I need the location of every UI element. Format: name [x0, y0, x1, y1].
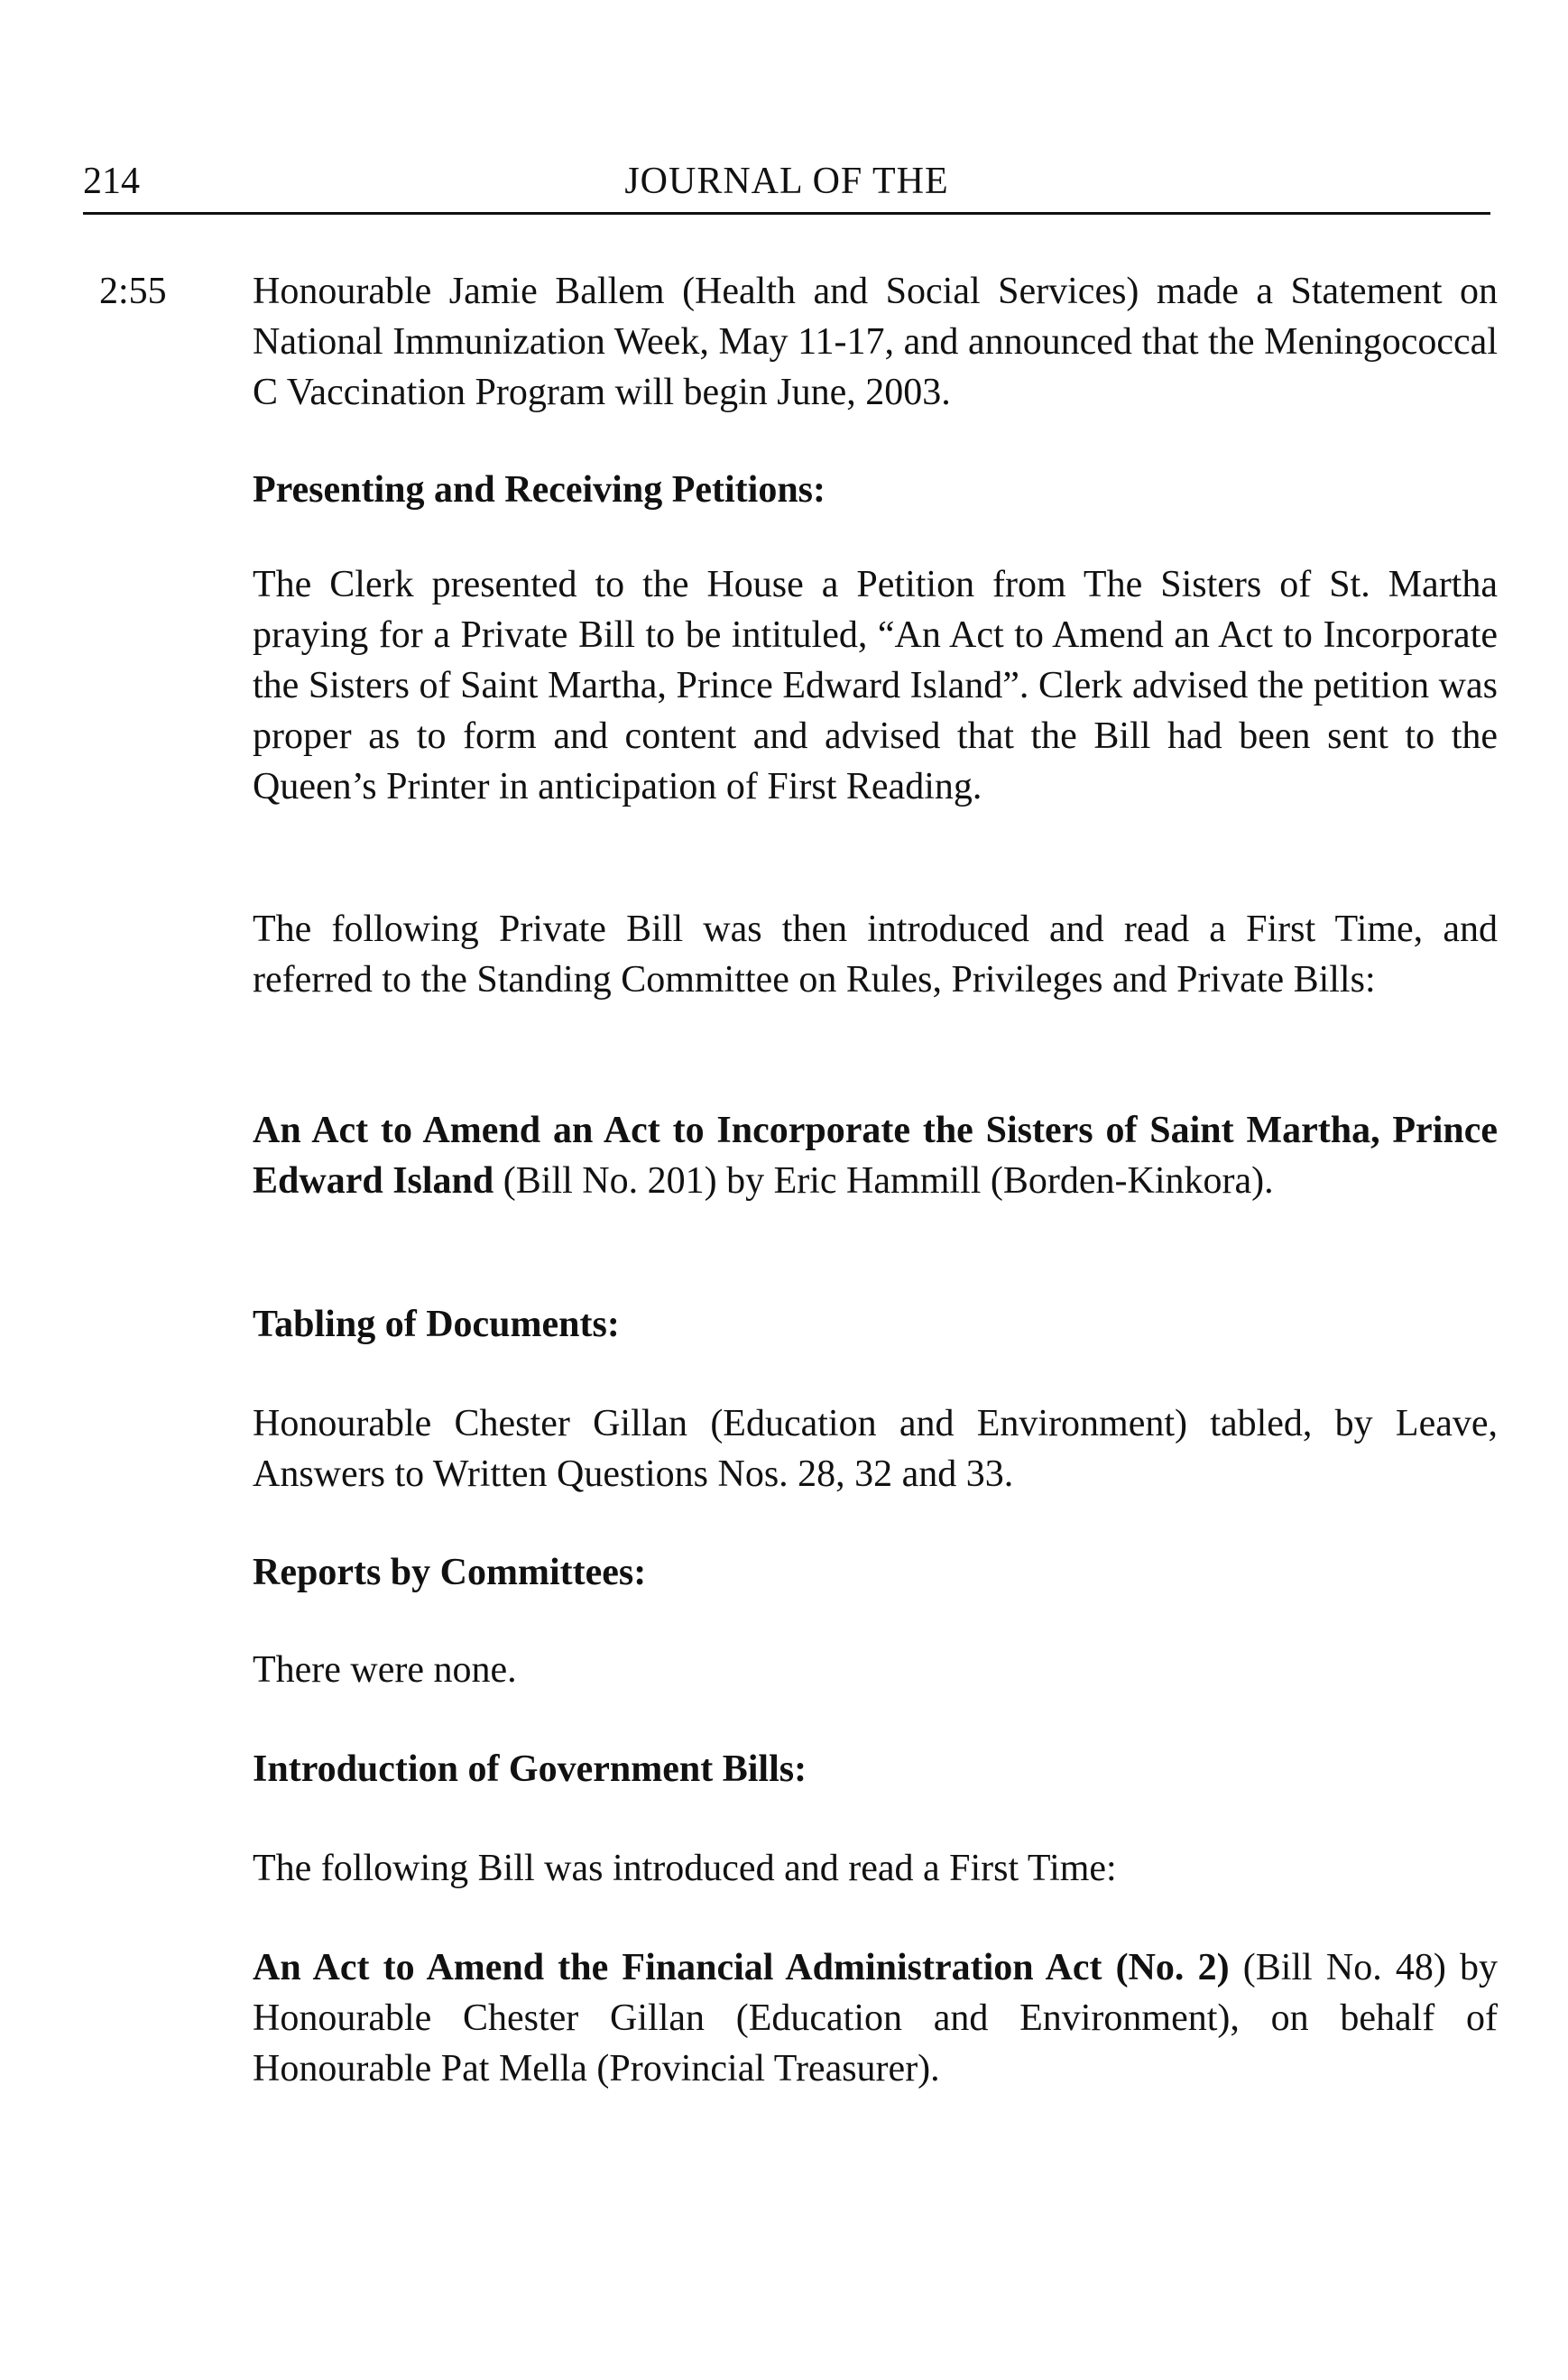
time-stamp: 2:55: [99, 271, 167, 312]
government-bills-heading: Introduction of Government Bills:: [253, 1748, 807, 1790]
government-bill-details: (Bill No. 48) by Honourable Chester Gillan (Education and Environment), on behalf of Honourable Pat Mella (Provincial Treasurer).: [253, 1947, 1499, 2089]
journal-title: JOURNAL OF THE: [624, 161, 949, 202]
private-bill-details: (Bill No. 201) by Eric Hammill (Borden-Kinkora).: [493, 1160, 1274, 1202]
running-head: [83, 158, 1490, 215]
petitions-heading: Presenting and Receiving Petitions:: [253, 469, 826, 511]
private-bill-entry: [253, 1105, 1498, 1206]
reports-heading: Reports by Committees:: [253, 1552, 647, 1593]
page-number: 214: [83, 161, 140, 202]
tabling-heading: Tabling of Documents:: [253, 1304, 620, 1345]
reports-paragraph: There were none.: [253, 1649, 517, 1691]
statement-paragraph: Honourable Jamie Ballem (Health and Social Services) made a Statement on National Immunization Week, May 11-17, and announced that the Meningococcal C Vaccination Program will begin June, 2003.: [253, 271, 1498, 413]
government-bill-intro: The following Bill was introduced and read a First Time:: [253, 1848, 1117, 1889]
petition-paragraph: The Clerk presented to the House a Petition from The Sisters of St. Martha praying for a Private Bill to be intituled, “An Act to Amend an Act to Incorporate the Sisters of Saint Martha, Prince Edward Island”. Clerk advised the petition was proper as to form and content and advised that the Bill had been sent to the Queen’s Printer in anticipation of First Reading.: [253, 564, 1498, 807]
tabling-paragraph: Honourable Chester Gillan (Education and Environment) tabled, by Leave, Answers to Written Questions Nos. 28, 32 and 33.: [253, 1403, 1498, 1495]
government-bill-entry: [253, 1942, 1498, 2094]
government-bill-title: An Act to Amend the Financial Administration Act (No. 2): [253, 1947, 1230, 1988]
private-bill-intro: The following Private Bill was then introduced and read a First Time, and referred to the Standing Committee on Rules, Privileges and Private Bills:: [253, 909, 1498, 1001]
private-bill-title: An Act to Amend an Act to Incorporate the Sisters of Saint Martha, Prince Edward Island: [253, 1110, 1498, 1202]
